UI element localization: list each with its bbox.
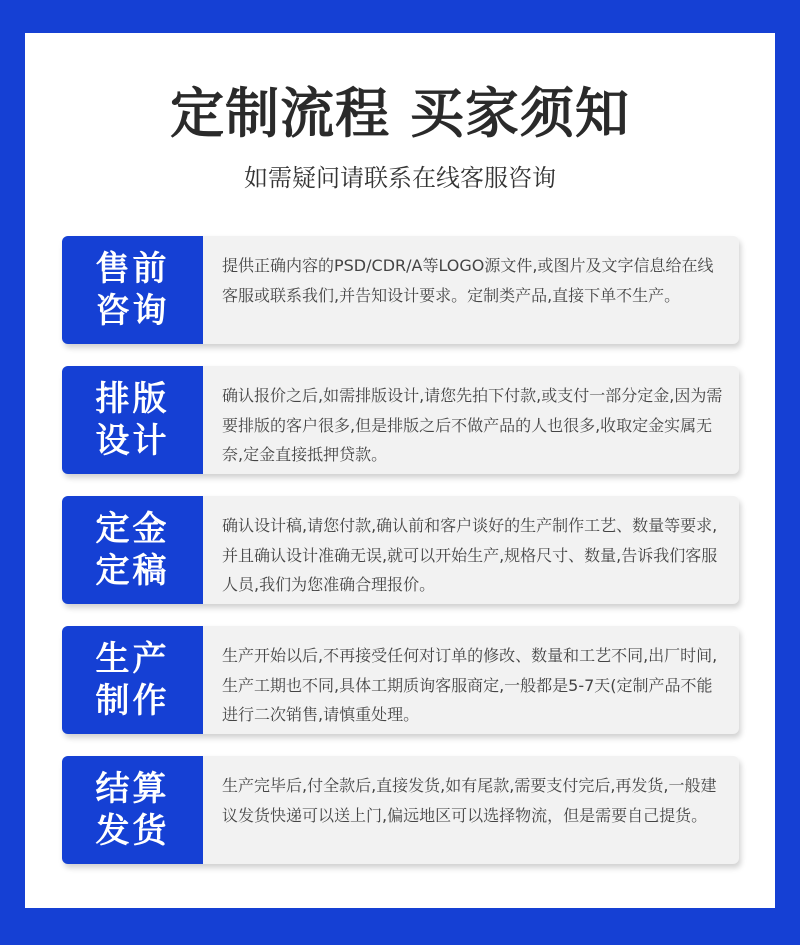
step-label bbox=[62, 496, 203, 604]
process-steps bbox=[62, 236, 739, 864]
step-label-line1: 排版 bbox=[95, 379, 170, 419]
step-consult bbox=[62, 236, 739, 344]
step-label-line1: 售前 bbox=[95, 249, 170, 289]
step-label bbox=[62, 756, 203, 864]
step-label-line2: 设计 bbox=[95, 421, 170, 461]
page-subtitle: 如需疑问请联系在线客服咨询 bbox=[244, 164, 556, 192]
step-label-line2: 咨询 bbox=[95, 291, 170, 331]
step-label-line2: 发货 bbox=[95, 811, 170, 851]
step-payment-shipping bbox=[62, 756, 739, 864]
page-title: 定制流程 买家须知 bbox=[170, 82, 630, 145]
step-description: 生产完毕后,付全款后,直接发货,如有尾款,需要支付完后,再发货,一般建议发货快递可以送上门,偏远地区可以选择物流，但是需要自己提货。 bbox=[222, 776, 717, 825]
step-label-line2: 制作 bbox=[95, 681, 170, 721]
step-label bbox=[62, 236, 203, 344]
step-production bbox=[62, 626, 739, 734]
step-label bbox=[62, 626, 203, 734]
step-label bbox=[62, 366, 203, 474]
step-label-line1: 定金 bbox=[95, 509, 170, 549]
step-label-line1: 结算 bbox=[95, 769, 170, 809]
step-description: 提供正确内容的PSD/CDR/A等LOGO源文件,或图片及文字信息给在线客服或联系我们,并告知设计要求。定制类产品,直接下单不生产。 bbox=[222, 256, 714, 305]
step-layout-design bbox=[62, 366, 739, 474]
step-deposit-confirm bbox=[62, 496, 739, 604]
notice-card bbox=[25, 33, 775, 908]
step-description: 确认报价之后,如需排版设计,请您先拍下付款,或支付一部分定金,因为需要排版的客户很多,但是排版之后不做产品的人也很多,收取定金实属无奈,定金直接抵押贷款。 bbox=[222, 386, 723, 464]
step-label-line2: 定稿 bbox=[95, 551, 170, 591]
step-description: 确认设计稿,请您付款,确认前和客户谈好的生产制作工艺、数量等要求,并且确认设计准确无误,就可以开始生产,规格尺寸、数量,告诉我们客服人员,我们为您准确合理报价。 bbox=[222, 516, 718, 594]
step-description: 生产开始以后,不再接受任何对订单的修改、数量和工艺不同,出厂时间,生产工期也不同,具体工期质询客服商定,一般都是5-7天(定制产品不能进行二次销售,请慎重处理。 bbox=[222, 646, 718, 724]
step-label-line1: 生产 bbox=[95, 639, 170, 679]
